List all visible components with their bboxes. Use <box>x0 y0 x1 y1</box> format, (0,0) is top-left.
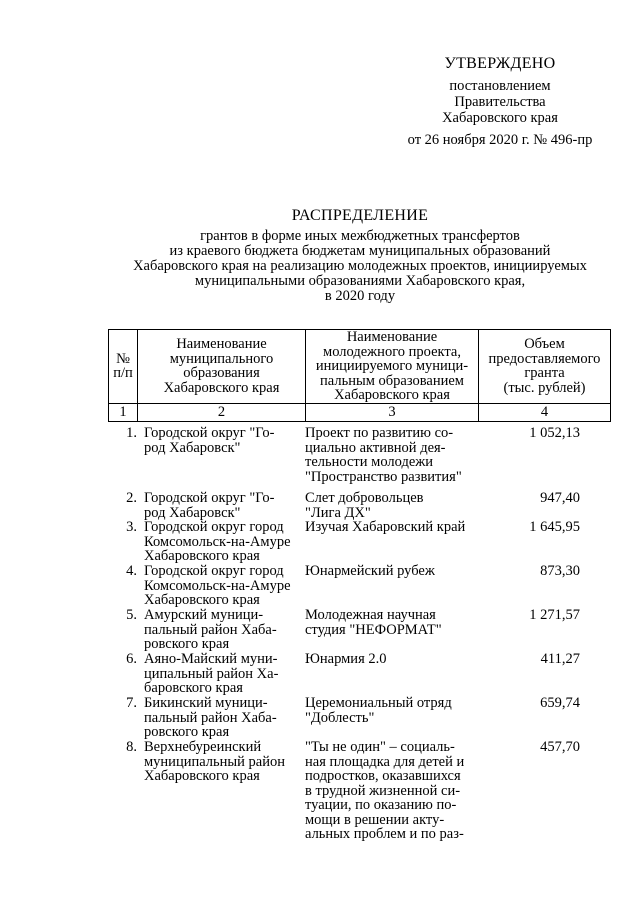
row-number: 2. <box>126 490 137 506</box>
project-name: Проект по развитию со- циально активной дея- тельности молодежи "Пространство развития" <box>305 425 462 485</box>
header-line: № <box>116 350 130 367</box>
municipality-name: Городской округ город Комсомольск-на-Амуре Хабаровского края <box>144 563 291 608</box>
grant-amount: 947,40 <box>540 490 580 506</box>
column-number: 2 <box>138 403 306 421</box>
grant-amount: 1 645,95 <box>529 519 580 535</box>
grant-amount: 1 271,57 <box>529 607 580 623</box>
row-number: 4. <box>126 563 137 579</box>
header-line: образования <box>183 365 260 382</box>
header-line: молодежного проекта, <box>323 343 461 360</box>
project-name: Молодежная научная студия "НЕФОРМАТ" <box>305 607 442 638</box>
header-line: гранта <box>524 365 565 382</box>
header-line: Наименование <box>346 329 438 345</box>
header-line: (тыс. рублей) <box>503 379 586 396</box>
grant-amount: 1 052,13 <box>529 425 580 441</box>
column-number: 1 <box>109 403 138 421</box>
title-line: в 2020 году <box>324 288 396 304</box>
header-line: Хабаровского края <box>163 379 280 396</box>
header-line: п/п <box>113 365 133 382</box>
grants-table-header <box>108 329 611 422</box>
title-line: грантов в форме иных межбюджетных трансфертов <box>200 228 520 244</box>
header-line: предоставляемого <box>488 350 601 367</box>
municipality-name: Верхнебуреинский муниципальный район Хабаровского края <box>144 739 285 784</box>
document-title <box>100 208 620 304</box>
project-name: Юнармия 2.0 <box>305 651 387 667</box>
title-heading: РАСПРЕДЕЛЕНИЕ <box>291 207 429 224</box>
header-line: инициируемого муници- <box>315 358 469 374</box>
grant-amount: 873,30 <box>540 563 580 579</box>
project-name: Изучая Хабаровский край <box>305 519 466 535</box>
header-cell-grant <box>479 330 611 404</box>
project-name: Юнармейский рубеж <box>305 563 435 579</box>
header-cell-municipality <box>138 330 306 404</box>
project-name: Слет добровольцев "Лига ДХ" <box>305 490 424 521</box>
header-line: Наименование <box>176 336 267 353</box>
municipality-name: Городской округ "Го- род Хабаровск" <box>144 425 275 456</box>
header-cell-number <box>109 330 138 404</box>
grant-amount: 457,70 <box>540 739 580 755</box>
title-line: муниципальными образованиями Хабаровского края, <box>194 273 526 289</box>
header-line: муниципального <box>169 350 274 367</box>
approval-line: постановлением <box>449 78 551 94</box>
municipality-name: Бикинский муници- пальный район Хаба- ровского края <box>144 695 277 740</box>
approval-line: Правительства <box>454 94 546 110</box>
grant-amount: 659,74 <box>540 695 580 711</box>
grant-amount: 411,27 <box>540 651 580 667</box>
header-line: Объем <box>524 336 565 353</box>
row-number: 1. <box>126 425 137 441</box>
approval-heading: УТВЕРЖДЕНО <box>444 55 556 72</box>
project-name: Церемониальный отряд "Доблесть" <box>305 695 452 726</box>
title-line: Хабаровского края на реализацию молодежных проектов, инициируемых <box>133 258 587 274</box>
municipality-name: Амурский муници- пальный район Хаба- ровского края <box>144 607 277 652</box>
municipality-name: Аяно-Майский муни- ципальный район Ха- баровского края <box>144 651 279 696</box>
header-row <box>109 330 611 404</box>
column-number: 4 <box>479 403 611 421</box>
row-number: 7. <box>126 695 137 711</box>
header-line: Хабаровского края <box>334 387 450 403</box>
row-number: 6. <box>126 651 137 667</box>
approval-line: Хабаровского края <box>442 110 558 126</box>
header-line: пальным образованием <box>320 372 464 389</box>
header-cell-project <box>306 330 479 404</box>
row-number: 5. <box>126 607 137 623</box>
column-number-row <box>109 403 611 421</box>
municipality-name: Городской округ "Го- род Хабаровск" <box>144 490 275 521</box>
project-name: "Ты не один" – социаль- ная площадка для детей и подростков, оказавшихся в трудной жизненной си- туации, по оказанию по- мощи в решении акту- альных проблем и по раз- <box>305 739 465 842</box>
approval-date: от 26 ноября 2020 г. № 496-пр <box>407 132 593 148</box>
title-line: из краевого бюджета бюджетам муниципальных образований <box>169 243 551 259</box>
approval-stamp <box>390 56 610 148</box>
row-number: 8. <box>126 739 137 755</box>
column-number: 3 <box>306 403 479 421</box>
municipality-name: Городской округ город Комсомольск-на-Амуре Хабаровского края <box>144 519 291 564</box>
row-number: 3. <box>126 519 137 535</box>
